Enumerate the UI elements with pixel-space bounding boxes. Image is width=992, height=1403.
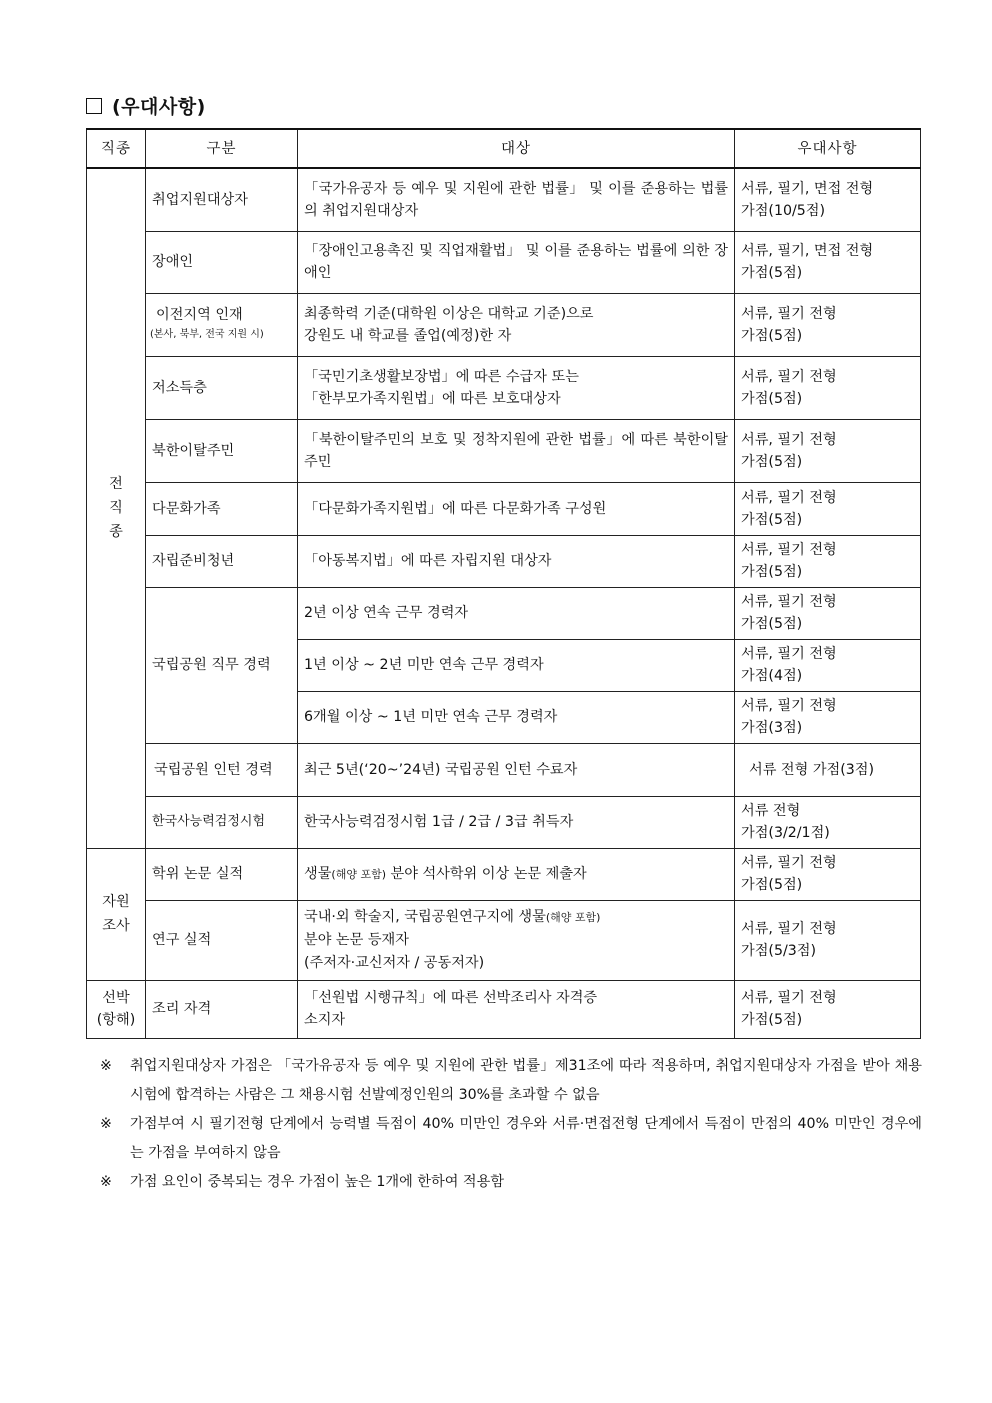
note-item — [100, 1110, 922, 1168]
target-text: 생물 — [304, 865, 332, 882]
row-target — [298, 848, 735, 900]
row-benefit: 서류, 필기, 면접 전형 가점(5점) — [735, 231, 921, 293]
table-row — [87, 796, 921, 848]
row-target: 2년 이상 연속 근무 경력자 — [298, 587, 735, 639]
gubun-main: 이전지역 인재 — [156, 306, 243, 323]
notes — [100, 1052, 922, 1197]
note-item — [100, 1168, 922, 1197]
group-label: 전 직 종 — [109, 476, 123, 541]
preference-table — [86, 128, 921, 1039]
row-target: 최근 5년(‘20~’24년) 국립공원 인턴 수료자 — [298, 743, 735, 796]
row-benefit: 서류, 필기 전형 가점(5점) — [735, 980, 921, 1038]
table-row — [87, 980, 921, 1038]
row-target — [298, 900, 735, 980]
note-text: 가점 요인이 중복되는 경우 가점이 높은 1개에 한하여 적용함 — [130, 1174, 505, 1190]
row-gubun: 국립공원 인턴 경력 — [146, 743, 298, 796]
group-label: 자원 조사 — [102, 894, 130, 934]
row-gubun: 북한이탈주민 — [146, 419, 298, 482]
row-target: 「국가유공자 등 예우 및 지원에 관한 법률」 및 이를 준용하는 법률의 취업지원대상자 — [298, 168, 735, 231]
table-row — [87, 587, 921, 639]
note-mark: ※ — [100, 1058, 112, 1074]
row-gubun: 자립준비청년 — [146, 535, 298, 587]
table-row — [87, 743, 921, 796]
header-gubun: 구분 — [146, 129, 298, 168]
row-gubun: 한국사능력검정시험 — [146, 796, 298, 848]
table-row — [87, 168, 921, 231]
header-benefit: 우대사항 — [735, 129, 921, 168]
row-gubun: 조리 자격 — [146, 980, 298, 1038]
row-target: 한국사능력검정시험 1급 / 2급 / 3급 취득자 — [298, 796, 735, 848]
row-target: 6개월 이상 ~ 1년 미만 연속 근무 경력자 — [298, 691, 735, 743]
table-header-row — [87, 129, 921, 168]
checkbox-icon — [86, 98, 102, 114]
row-target: 「아동복지법」에 따른 자립지원 대상자 — [298, 535, 735, 587]
target-note: (해양 포함) — [545, 910, 601, 924]
row-gubun: 취업지원대상자 — [146, 168, 298, 231]
row-benefit: 서류, 필기 전형 가점(5/3점) — [735, 900, 921, 980]
table-row — [87, 848, 921, 900]
group-label: 선박 (항해) — [96, 990, 136, 1028]
row-gubun: 장애인 — [146, 231, 298, 293]
table-row — [87, 419, 921, 482]
table-row — [87, 356, 921, 419]
table-row — [87, 231, 921, 293]
row-target: 「북한이탈주민의 보호 및 정착지원에 관한 법률」에 따른 북한이탈주민 — [298, 419, 735, 482]
row-gubun: 연구 실적 — [146, 900, 298, 980]
row-target: 「국민기초생활보장법」에 따른 수급자 또는 「한부모가족지원법」에 따른 보호대상자 — [298, 356, 735, 419]
gubun-sub: (본사, 북부, 전국 지원 시) — [150, 328, 264, 340]
row-benefit: 서류, 필기, 면접 전형 가점(10/5점) — [735, 168, 921, 231]
header-job: 직종 — [87, 129, 146, 168]
note-mark: ※ — [100, 1116, 112, 1132]
row-benefit: 서류 전형 가점(3점) — [735, 743, 921, 796]
note-text: 취업지원대상자 가점은 「국가유공자 등 예우 및 지원에 관한 법률」제31조에 따라 적용하며, 취업지원대상자 가점을 받아 채용시험에 합격하는 사람은 그 채용시험 선발예정인원의 30%를 초과할 수 없음 — [130, 1058, 922, 1103]
row-target: 「장애인고용촉진 및 직업재활법」 및 이를 준용하는 법률에 의한 장애인 — [298, 231, 735, 293]
table-row — [87, 900, 921, 980]
note-text: 가점부여 시 필기전형 단계에서 능력별 득점이 40% 미만인 경우와 서류·면접전형 단계에서 득점이 만점의 40% 미만인 경우에는 가점을 부여하지 않음 — [130, 1116, 922, 1161]
table-row — [87, 535, 921, 587]
row-gubun: 저소득층 — [146, 356, 298, 419]
group-ship — [87, 980, 146, 1038]
row-gubun — [146, 293, 298, 356]
row-gubun: 국립공원 직무 경력 — [146, 587, 298, 743]
row-benefit: 서류, 필기 전형 가점(5점) — [735, 535, 921, 587]
row-benefit: 서류, 필기 전형 가점(5점) — [735, 293, 921, 356]
table-row — [87, 482, 921, 535]
section-heading — [86, 92, 206, 119]
row-benefit: 서류, 필기 전형 가점(4점) — [735, 639, 921, 691]
target-text: 분야 논문 등재자 (주저자·교신저자 / 공동저자) — [304, 931, 485, 971]
section-title: (우대사항) — [112, 96, 206, 118]
row-benefit: 서류, 필기 전형 가점(5점) — [735, 482, 921, 535]
target-note: (해양 포함) — [331, 867, 387, 881]
row-target: 최종학력 기준(대학원 이상은 대학교 기준)으로 강원도 내 학교를 졸업(예정)한 자 — [298, 293, 735, 356]
group-research — [87, 848, 146, 980]
row-benefit: 서류, 필기 전형 가점(3점) — [735, 691, 921, 743]
group-all-jobs — [87, 168, 146, 848]
row-benefit: 서류 전형 가점(3/2/1점) — [735, 796, 921, 848]
header-target: 대상 — [298, 129, 735, 168]
row-benefit: 서류, 필기 전형 가점(5점) — [735, 848, 921, 900]
row-benefit: 서류, 필기 전형 가점(5점) — [735, 419, 921, 482]
target-text: 분야 석사학위 이상 논문 제출자 — [386, 865, 587, 882]
table-row — [87, 293, 921, 356]
note-item — [100, 1052, 922, 1110]
row-target: 1년 이상 ~ 2년 미만 연속 근무 경력자 — [298, 639, 735, 691]
target-text: 국내·외 학술지, 국립공원연구지에 생물 — [304, 908, 546, 925]
row-gubun: 다문화가족 — [146, 482, 298, 535]
row-target: 「선원법 시행규칙」에 따른 선박조리사 자격증 소지자 — [298, 980, 735, 1038]
row-benefit: 서류, 필기 전형 가점(5점) — [735, 587, 921, 639]
row-target: 「다문화가족지원법」에 따른 다문화가족 구성원 — [298, 482, 735, 535]
row-gubun: 학위 논문 실적 — [146, 848, 298, 900]
row-benefit: 서류, 필기 전형 가점(5점) — [735, 356, 921, 419]
note-mark: ※ — [100, 1174, 112, 1190]
